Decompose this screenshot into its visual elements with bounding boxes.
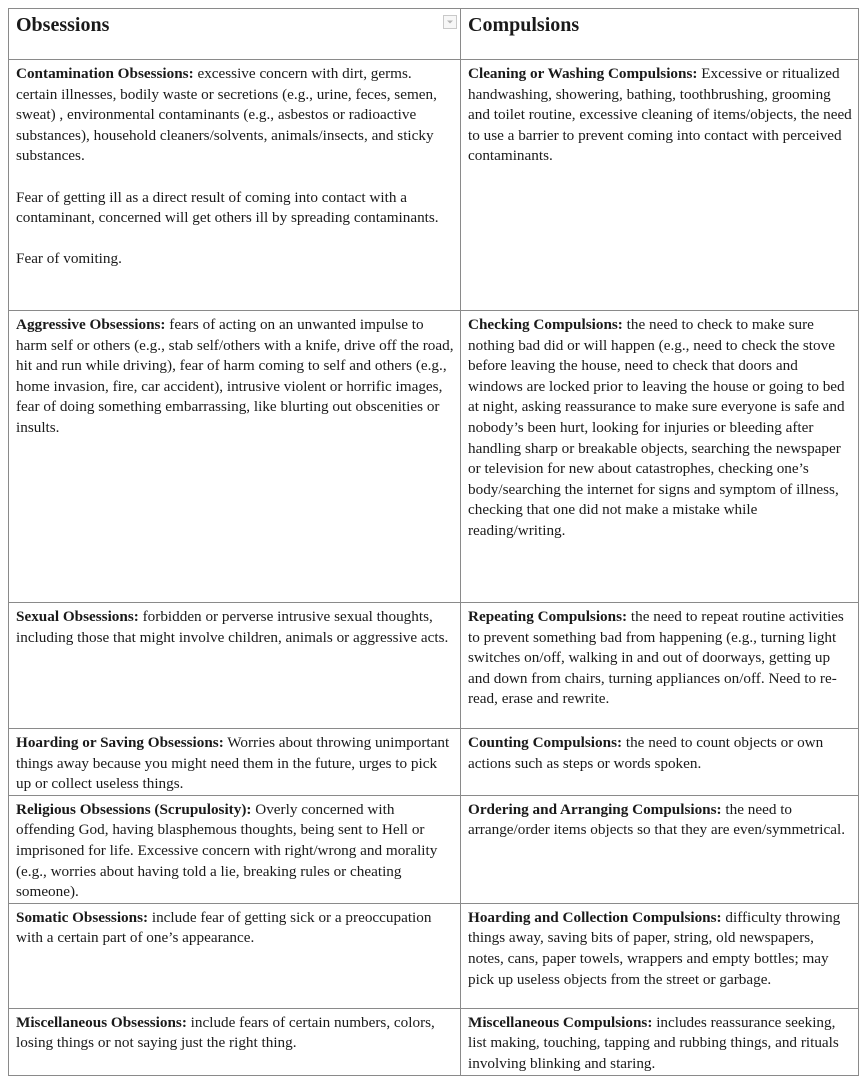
obsession-text: fears of acting on an unwanted impulse to harm self or others (e.g., stab self/others with a knife, drive off the road, hit and run while driving), fear of harm coming to self and others (e.g., home invasion, fire, car accident), intrusive violent or horrific images, fear of doing something embarrassing, like blurting out obscenities or insults. bbox=[16, 316, 454, 436]
compulsion-cell bbox=[461, 1008, 859, 1075]
obsession-extra-paragraph: Fear of getting ill as a direct result of coming into contact with a contaminant, concerned will get others ill by spreading contaminants. bbox=[16, 188, 439, 227]
compulsion-text: the need to repeat routine activities to prevent something bad from happening (e.g., turning light switches on/off, walking in and out of doorways, getting up and down from chairs, turning appliances on/off. Need to re-read, erase and rewrite. bbox=[468, 608, 844, 708]
compulsion-cell bbox=[461, 795, 859, 903]
obsession-paragraph bbox=[16, 1013, 454, 1054]
compulsion-cell bbox=[461, 729, 859, 796]
obsession-paragraph bbox=[16, 64, 454, 167]
obsession-title: Sexual Obsessions: bbox=[16, 608, 139, 625]
table-row bbox=[9, 603, 859, 729]
obsession-text: excessive concern with dirt, germs. certain illnesses, bodily waste or secretions (e.g., urine, feces, semen, sweat) , environmental contaminants (e.g., asbestos or radioactive substances), household cleaners/solvents, animals/insects, and sticky substances. bbox=[16, 65, 437, 165]
table-row bbox=[9, 311, 859, 603]
compulsion-text: Excessive or ritualized handwashing, showering, bathing, toothbrushing, grooming and toilet routine, excessive cleaning of items/objects, the need to use a barrier to prevent coming into contact with perceived contaminants. bbox=[468, 65, 852, 165]
obsession-paragraph bbox=[16, 800, 454, 903]
obsession-paragraph bbox=[16, 607, 454, 648]
header-compulsions bbox=[461, 9, 859, 60]
obsession-cell bbox=[9, 60, 461, 311]
compulsion-title: Repeating Compulsions: bbox=[468, 608, 628, 625]
compulsion-cell bbox=[461, 903, 859, 1008]
compulsion-text: includes reassurance seeking, list making, touching, tapping and rubbing things, and rituals involving blinking and staring. bbox=[468, 1013, 839, 1072]
obsession-cell bbox=[9, 903, 461, 1008]
compulsion-cell bbox=[461, 60, 859, 311]
obsession-text: include fear of getting sick or a preoccupation with a certain part of one’s appearance. bbox=[16, 908, 432, 947]
table-row bbox=[9, 60, 859, 311]
obsession-title: Somatic Obsessions: bbox=[16, 908, 149, 926]
obsession-paragraph bbox=[16, 733, 454, 795]
compulsion-paragraph bbox=[468, 607, 852, 710]
compulsion-paragraph bbox=[468, 315, 852, 542]
obsession-title: Aggressive Obsessions: bbox=[16, 316, 166, 333]
obsession-extra-paragraph: Fear of vomiting. bbox=[16, 250, 122, 268]
compulsion-title: Counting Compulsions: bbox=[468, 734, 623, 751]
compulsion-paragraph bbox=[468, 64, 852, 167]
obsession-cell bbox=[9, 311, 461, 603]
obsession-title: Contamination Obsessions: bbox=[16, 65, 194, 82]
header-row bbox=[9, 9, 859, 60]
obsessions-compulsions-table bbox=[8, 8, 859, 1076]
compulsion-title: Cleaning or Washing Compulsions: bbox=[468, 65, 698, 82]
compulsion-cell bbox=[461, 311, 859, 603]
compulsion-paragraph bbox=[468, 800, 852, 841]
compulsion-title: Hoarding and Collection Compulsions: bbox=[468, 908, 722, 926]
table-row bbox=[9, 729, 859, 796]
compulsion-text: the need to check to make sure nothing bad did or will happen (e.g., need to check the stove before leaving the house, need to check that doors and windows are locked prior to leaving the house or going to bed at night, asking reassurance to make sure everyone is safe and nobody’s been hurt, looking for injuries or bleeding after handling sharp or breakable objects, searching the newspaper or television for new about catastrophes, checking one’s body/searching the internet for signs and symptom of illness, checking that one did not make a mistake while reading/writing. bbox=[468, 316, 845, 539]
obsession-cell bbox=[9, 729, 461, 796]
compulsion-title: Ordering and Arranging Compulsions: bbox=[468, 800, 722, 818]
obsession-text: Overly concerned with offending God, having blasphemous thoughts, being sent to Hell or imprisoned for life. Excessive concern with right/wrong and morality (e.g., worries about having told a lie, breaking rules or cheating someone). bbox=[16, 800, 438, 901]
obsession-title: Hoarding or Saving Obsessions: bbox=[16, 734, 224, 751]
table-row bbox=[9, 903, 859, 1008]
chevron-down-icon bbox=[444, 16, 456, 28]
table-row bbox=[9, 795, 859, 903]
header-compulsions-label: Compulsions bbox=[468, 14, 580, 36]
obsession-title: Miscellaneous Obsessions: bbox=[16, 1013, 187, 1031]
obsession-cell bbox=[9, 1008, 461, 1075]
compulsion-cell bbox=[461, 603, 859, 729]
compulsion-title: Miscellaneous Compulsions: bbox=[468, 1013, 653, 1031]
header-obsessions-label: Obsessions bbox=[16, 14, 110, 36]
compulsion-text: difficulty throwing things away, saving bits of paper, string, old newspapers, notes, cans, paper towels, wrappers and empty bottles; may pick up useless objects from the street or garbage. bbox=[468, 908, 841, 988]
table-row bbox=[9, 1008, 859, 1075]
obsession-text: forbidden or perverse intrusive sexual thoughts, including those that might involve children, animals or aggressive acts. bbox=[16, 608, 449, 646]
obsession-paragraph bbox=[16, 908, 454, 949]
obsession-cell bbox=[9, 603, 461, 729]
compulsion-text: the need to arrange/order items objects so that they are even/symmetrical. bbox=[468, 800, 846, 839]
compulsion-paragraph bbox=[468, 733, 852, 774]
obsession-text: include fears of certain numbers, colors, losing things or not saying just the right thing. bbox=[16, 1013, 435, 1052]
obsession-title: Religious Obsessions (Scrupulosity): bbox=[16, 800, 252, 818]
compulsion-paragraph bbox=[468, 908, 852, 990]
obsession-cell bbox=[9, 795, 461, 903]
obsession-text: Worries about throwing unimportant things away because you might need them in the future, urges to pick up or collect useless things. bbox=[16, 734, 450, 793]
compulsion-paragraph bbox=[468, 1013, 852, 1075]
compulsion-title: Checking Compulsions: bbox=[468, 316, 623, 333]
compulsion-text: the need to count objects or own actions such as steps or words spoken. bbox=[468, 734, 824, 772]
obsession-paragraph bbox=[16, 315, 454, 439]
header-obsessions bbox=[9, 9, 461, 60]
column-filter-dropdown[interactable] bbox=[443, 15, 457, 29]
